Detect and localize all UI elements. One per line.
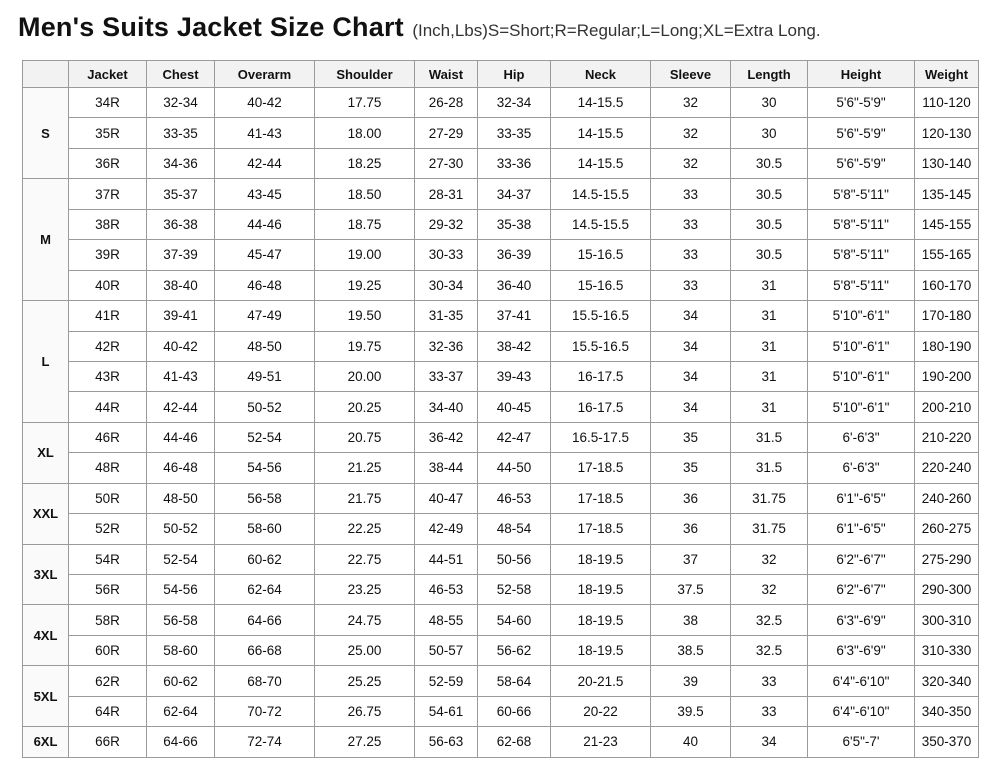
table-cell: 21-23 [551,727,651,757]
table-cell: 120-130 [915,118,979,148]
table-cell: 18.00 [315,118,415,148]
table-cell: 50-52 [147,514,215,544]
table-cell: 52-58 [478,575,551,605]
table-cell: 35 [651,453,731,483]
table-cell: 19.00 [315,240,415,270]
table-row [23,635,979,665]
header-cell-size [23,61,69,88]
table-cell: 48-54 [478,514,551,544]
table-cell: 44-50 [478,453,551,483]
table-cell: 36 [651,514,731,544]
size-chart-table [22,60,979,758]
table-cell: 31 [731,361,808,391]
table-cell: 30 [731,88,808,118]
table-cell: 33-37 [415,361,478,391]
table-cell: 155-165 [915,240,979,270]
table-cell: 32-36 [415,331,478,361]
table-cell: 5'6"-5'9" [808,88,915,118]
table-cell: 190-200 [915,361,979,391]
table-cell: 35-37 [147,179,215,209]
table-cell: 14-15.5 [551,118,651,148]
table-cell: 37-39 [147,240,215,270]
table-cell: 6'3"-6'9" [808,635,915,665]
table-cell: 275-290 [915,544,979,574]
table-row [23,483,979,513]
table-cell: 20-22 [551,696,651,726]
table-cell: 6'2"-6'7" [808,575,915,605]
table-cell: 31.5 [731,422,808,452]
table-row [23,575,979,605]
table-cell: 16-17.5 [551,361,651,391]
table-cell: 5'10"-6'1" [808,331,915,361]
table-cell: 27.25 [315,727,415,757]
table-cell: 16.5-17.5 [551,422,651,452]
table-cell: 50-56 [478,544,551,574]
table-cell: 30.5 [731,179,808,209]
table-cell: 24.75 [315,605,415,635]
table-cell: 34 [651,361,731,391]
table-cell: 54R [69,544,147,574]
table-row [23,696,979,726]
table-cell: 340-350 [915,696,979,726]
table-cell: 38 [651,605,731,635]
table-cell: 34-36 [147,148,215,178]
table-cell: 14.5-15.5 [551,209,651,239]
table-cell: 46R [69,422,147,452]
header-cell: Jacket [69,61,147,88]
table-row [23,605,979,635]
table-cell: 14-15.5 [551,88,651,118]
table-row [23,727,979,757]
table-cell: 40R [69,270,147,300]
table-cell: 35 [651,422,731,452]
table-cell: 32-34 [147,88,215,118]
table-cell: 19.25 [315,270,415,300]
table-cell: 6'5"-7' [808,727,915,757]
table-cell: 56-58 [147,605,215,635]
table-cell: 38.5 [651,635,731,665]
table-cell: 32-34 [478,88,551,118]
table-cell: 130-140 [915,148,979,178]
table-cell: 6'4"-6'10" [808,696,915,726]
table-cell: 210-220 [915,422,979,452]
table-cell: 45-47 [215,240,315,270]
table-cell: 21.25 [315,453,415,483]
table-row [23,514,979,544]
table-cell: 17-18.5 [551,453,651,483]
table-cell: 6'1"-6'5" [808,483,915,513]
table-cell: 5'10"-6'1" [808,301,915,331]
table-cell: 5'6"-5'9" [808,118,915,148]
table-cell: 20.25 [315,392,415,422]
table-cell: 48R [69,453,147,483]
table-row [23,88,979,118]
table-cell: 33 [651,240,731,270]
table-cell: 58-60 [147,635,215,665]
table-cell: 48-50 [147,483,215,513]
table-cell: 40-42 [147,331,215,361]
table-cell: 42-49 [415,514,478,544]
table-cell: 17-18.5 [551,483,651,513]
table-cell: 15.5-16.5 [551,331,651,361]
table-cell: 5'8"-5'11" [808,240,915,270]
table-row [23,118,979,148]
chart-title [18,12,821,43]
table-cell: 18-19.5 [551,605,651,635]
table-cell: 220-240 [915,453,979,483]
table-cell: 15-16.5 [551,270,651,300]
table-cell: 17-18.5 [551,514,651,544]
table-cell: 41R [69,301,147,331]
table-cell: 42-47 [478,422,551,452]
table-cell: 56-62 [478,635,551,665]
table-cell: 38R [69,209,147,239]
table-cell: 68-70 [215,666,315,696]
table-cell: 20.75 [315,422,415,452]
table-cell: 160-170 [915,270,979,300]
table-cell: 39R [69,240,147,270]
table-cell: 6'-6'3" [808,422,915,452]
table-cell: 5'10"-6'1" [808,392,915,422]
table-cell: 32 [731,544,808,574]
table-cell: 37.5 [651,575,731,605]
table-cell: 44-46 [147,422,215,452]
table-cell: 37-41 [478,301,551,331]
table-cell: 56R [69,575,147,605]
table-cell: 31 [731,331,808,361]
table-cell: 62R [69,666,147,696]
table-cell: 26.75 [315,696,415,726]
table-cell: 27-29 [415,118,478,148]
table-cell: 43-45 [215,179,315,209]
size-group-label: XXL [23,483,69,544]
table-cell: 46-53 [478,483,551,513]
table-cell: 40 [651,727,731,757]
table-cell: 58-60 [215,514,315,544]
table-header [23,61,979,88]
table-cell: 30.5 [731,209,808,239]
table-cell: 41-43 [215,118,315,148]
table-cell: 62-68 [478,727,551,757]
size-group-label: L [23,301,69,423]
table-cell: 19.50 [315,301,415,331]
header-cell: Neck [551,61,651,88]
table-cell: 52-59 [415,666,478,696]
table-cell: 58R [69,605,147,635]
table-cell: 6'2"-6'7" [808,544,915,574]
table-cell: 17.75 [315,88,415,118]
table-cell: 46-48 [215,270,315,300]
table-cell: 44R [69,392,147,422]
table-cell: 56-63 [415,727,478,757]
table-cell: 290-300 [915,575,979,605]
table-cell: 18.25 [315,148,415,178]
header-cell: Shoulder [315,61,415,88]
table-cell: 240-260 [915,483,979,513]
table-cell: 52R [69,514,147,544]
table-cell: 5'10"-6'1" [808,361,915,391]
table-cell: 56-58 [215,483,315,513]
table-cell: 15-16.5 [551,240,651,270]
table-row [23,270,979,300]
table-cell: 64R [69,696,147,726]
table-cell: 62-64 [215,575,315,605]
size-group-label: 6XL [23,727,69,757]
header-cell: Waist [415,61,478,88]
table-row [23,666,979,696]
table-cell: 54-56 [147,575,215,605]
table-cell: 21.75 [315,483,415,513]
table-cell: 18-19.5 [551,635,651,665]
table-cell: 36R [69,148,147,178]
table-cell: 35R [69,118,147,148]
table-cell: 32 [651,118,731,148]
table-cell: 5'8"-5'11" [808,209,915,239]
title-subtitle: (Inch,Lbs)S=Short;R=Regular;L=Long;XL=Extra Long. [412,21,821,40]
size-group-label: XL [23,422,69,483]
table-cell: 15.5-16.5 [551,301,651,331]
table-cell: 31 [731,392,808,422]
table-cell: 28-31 [415,179,478,209]
table-cell: 31-35 [415,301,478,331]
table-cell: 33 [731,696,808,726]
table-cell: 34 [651,301,731,331]
table-cell: 54-60 [478,605,551,635]
table-cell: 54-56 [215,453,315,483]
table-cell: 33 [651,179,731,209]
table-cell: 14-15.5 [551,148,651,178]
table-cell: 46-53 [415,575,478,605]
table-cell: 37 [651,544,731,574]
table-cell: 6'3"-6'9" [808,605,915,635]
table-cell: 66-68 [215,635,315,665]
table-cell: 42R [69,331,147,361]
header-cell: Sleeve [651,61,731,88]
table-cell: 6'-6'3" [808,453,915,483]
table-cell: 30-33 [415,240,478,270]
table-cell: 350-370 [915,727,979,757]
table-cell: 30-34 [415,270,478,300]
table-cell: 36-38 [147,209,215,239]
table-cell: 5'6"-5'9" [808,148,915,178]
table-cell: 40-47 [415,483,478,513]
table-cell: 31.5 [731,453,808,483]
table-row [23,301,979,331]
table-cell: 25.25 [315,666,415,696]
table-cell: 50-52 [215,392,315,422]
table-cell: 36-39 [478,240,551,270]
table-cell: 38-40 [147,270,215,300]
header-cell: Weight [915,61,979,88]
table-cell: 50-57 [415,635,478,665]
table-cell: 50R [69,483,147,513]
table-row [23,453,979,483]
table-cell: 31 [731,301,808,331]
table-cell: 31 [731,270,808,300]
table-cell: 60R [69,635,147,665]
header-cell: Hip [478,61,551,88]
table-cell: 38-42 [478,331,551,361]
size-group-label: 4XL [23,605,69,666]
table-cell: 34-40 [415,392,478,422]
table-cell: 72-74 [215,727,315,757]
size-group-label: M [23,179,69,301]
table-cell: 60-62 [215,544,315,574]
table-row [23,209,979,239]
table-row [23,422,979,452]
size-group-label: 5XL [23,666,69,727]
table-cell: 44-51 [415,544,478,574]
table-cell: 32 [731,575,808,605]
header-row [23,61,979,88]
table-cell: 41-43 [147,361,215,391]
table-cell: 49-51 [215,361,315,391]
table-cell: 48-55 [415,605,478,635]
table-cell: 42-44 [147,392,215,422]
table-cell: 200-210 [915,392,979,422]
table-cell: 36-42 [415,422,478,452]
table-cell: 18-19.5 [551,544,651,574]
table-cell: 34 [731,727,808,757]
table-cell: 180-190 [915,331,979,361]
table-cell: 43R [69,361,147,391]
table-cell: 135-145 [915,179,979,209]
table-cell: 42-44 [215,148,315,178]
header-cell: Height [808,61,915,88]
table-cell: 23.25 [315,575,415,605]
table-cell: 22.75 [315,544,415,574]
table-cell: 170-180 [915,301,979,331]
table-cell: 310-330 [915,635,979,665]
table-cell: 33-36 [478,148,551,178]
table-cell: 36-40 [478,270,551,300]
table-cell: 30.5 [731,148,808,178]
table-cell: 60-62 [147,666,215,696]
table-row [23,179,979,209]
table-row [23,361,979,391]
table-cell: 300-310 [915,605,979,635]
table-cell: 18.75 [315,209,415,239]
table-cell: 54-61 [415,696,478,726]
table-cell: 70-72 [215,696,315,726]
table-row [23,392,979,422]
header-cell: Length [731,61,808,88]
table-cell: 29-32 [415,209,478,239]
table-cell: 20-21.5 [551,666,651,696]
table-cell: 32 [651,88,731,118]
table-cell: 44-46 [215,209,315,239]
table-cell: 39-43 [478,361,551,391]
table-cell: 30 [731,118,808,148]
table-cell: 58-64 [478,666,551,696]
table-cell: 32.5 [731,635,808,665]
table-cell: 39-41 [147,301,215,331]
table-cell: 30.5 [731,240,808,270]
table-row [23,148,979,178]
header-cell: Overarm [215,61,315,88]
title-main: Men's Suits Jacket Size Chart [18,12,404,42]
table-cell: 320-340 [915,666,979,696]
table-cell: 60-66 [478,696,551,726]
table-cell: 34 [651,331,731,361]
table-cell: 33-35 [478,118,551,148]
table-cell: 110-120 [915,88,979,118]
table-cell: 25.00 [315,635,415,665]
table-cell: 39 [651,666,731,696]
table-cell: 33 [651,270,731,300]
table-cell: 6'4"-6'10" [808,666,915,696]
table-cell: 34-37 [478,179,551,209]
table-cell: 18-19.5 [551,575,651,605]
table-cell: 31.75 [731,483,808,513]
table-cell: 40-42 [215,88,315,118]
table-cell: 20.00 [315,361,415,391]
table-cell: 37R [69,179,147,209]
table-cell: 33 [731,666,808,696]
table-cell: 34 [651,392,731,422]
table-cell: 19.75 [315,331,415,361]
table-cell: 66R [69,727,147,757]
table-cell: 62-64 [147,696,215,726]
table-cell: 33 [651,209,731,239]
table-row [23,240,979,270]
table-cell: 5'8"-5'11" [808,179,915,209]
header-cell: Chest [147,61,215,88]
table-cell: 38-44 [415,453,478,483]
size-group-label: S [23,88,69,179]
table-cell: 36 [651,483,731,513]
table-cell: 16-17.5 [551,392,651,422]
table-cell: 5'8"-5'11" [808,270,915,300]
table-cell: 32 [651,148,731,178]
table-cell: 26-28 [415,88,478,118]
table-cell: 40-45 [478,392,551,422]
table-cell: 47-49 [215,301,315,331]
table-cell: 6'1"-6'5" [808,514,915,544]
table-cell: 46-48 [147,453,215,483]
table-cell: 33-35 [147,118,215,148]
table-body [23,88,979,758]
table-cell: 22.25 [315,514,415,544]
table-cell: 48-50 [215,331,315,361]
table-cell: 52-54 [147,544,215,574]
table-cell: 35-38 [478,209,551,239]
table-cell: 18.50 [315,179,415,209]
table-cell: 260-275 [915,514,979,544]
table-cell: 145-155 [915,209,979,239]
table-cell: 39.5 [651,696,731,726]
table-cell: 52-54 [215,422,315,452]
size-group-label: 3XL [23,544,69,605]
table-cell: 34R [69,88,147,118]
table-cell: 14.5-15.5 [551,179,651,209]
table-cell: 31.75 [731,514,808,544]
table-cell: 64-66 [147,727,215,757]
table-cell: 64-66 [215,605,315,635]
table-row [23,544,979,574]
table-row [23,331,979,361]
table-cell: 32.5 [731,605,808,635]
table-cell: 27-30 [415,148,478,178]
